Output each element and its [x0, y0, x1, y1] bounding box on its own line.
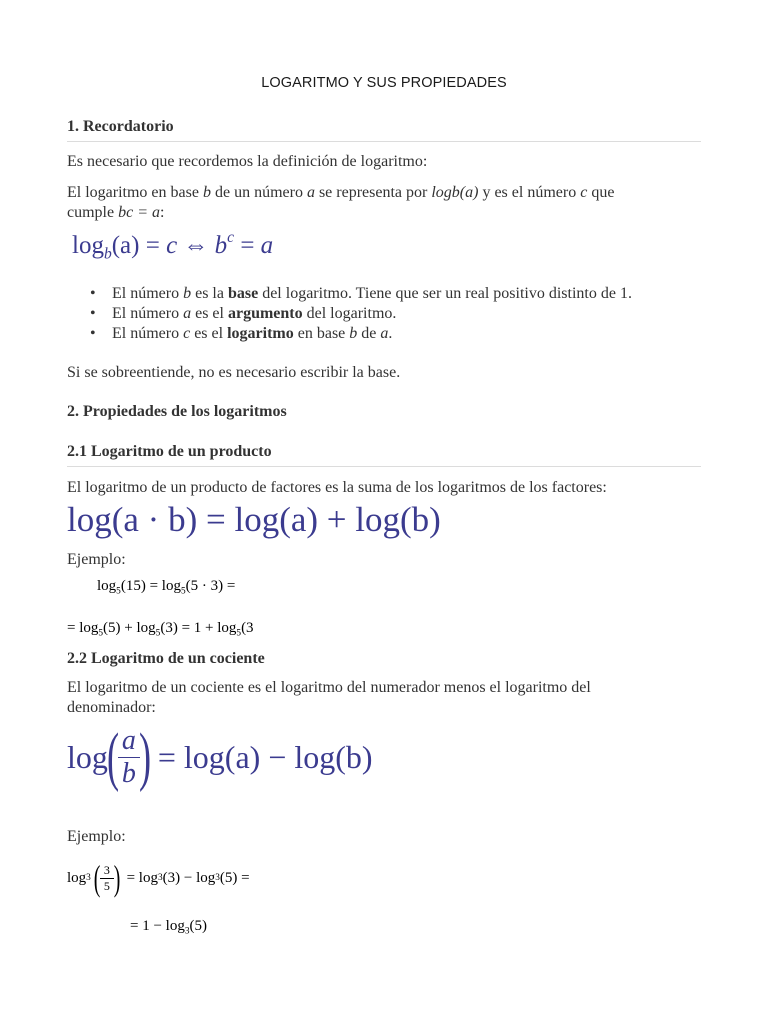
math-text: (15) = log	[120, 578, 181, 594]
list-item	[90, 304, 632, 324]
math-exponent: c	[227, 229, 235, 247]
math-text: (5)	[189, 918, 207, 934]
text-span: y es el número	[478, 184, 581, 201]
math-rest: = log(a) − log(b)	[149, 738, 373, 775]
math-log: log	[72, 232, 104, 259]
section-heading-producto: 2.1 Logaritmo de un producto	[67, 443, 272, 460]
label-ejemplo: Ejemplo:	[67, 828, 126, 845]
section-heading-propiedades: 2. Propiedades de los logaritmos	[67, 403, 287, 420]
text-span: se representa por	[314, 184, 432, 201]
math-text: (5) =	[219, 869, 250, 886]
math-base: 5	[116, 586, 121, 597]
left-paren: (	[93, 858, 101, 898]
variable-b: b	[202, 184, 211, 201]
variable: a	[380, 325, 389, 342]
math-eq: =	[234, 232, 261, 259]
text-span: de un número	[210, 184, 307, 201]
math-text: = log	[67, 620, 99, 636]
right-paren: )	[113, 858, 121, 898]
paragraph-definicion-line1	[67, 184, 614, 202]
text-span: en base	[293, 325, 350, 342]
text-span: El número	[112, 305, 184, 322]
math-text: log	[97, 578, 117, 594]
example-cociente-line1: log 3 ( $\frac{3}{5}$ ) = log 3 (3) − log 3 (5) =	[67, 858, 250, 898]
math-iff: ⇔	[177, 232, 215, 259]
variable: a	[183, 305, 192, 322]
right-paren: )	[138, 720, 151, 793]
math-base: 3	[184, 926, 190, 937]
paragraph-base-note: Si se sobreentiende, no es necesario escribir la base.	[67, 364, 401, 381]
list-item	[90, 284, 632, 304]
variable: b	[349, 325, 358, 342]
paragraph-definicion-line2	[67, 204, 164, 222]
expression-logb: logb(a)	[431, 184, 479, 201]
example-cociente-line2	[130, 918, 207, 935]
text-span: cumple	[67, 204, 119, 221]
math-base: 5	[155, 628, 161, 639]
text-span: El logaritmo en base	[67, 184, 203, 201]
page-title: LOGARITMO Y SUS PROPIEDADES	[261, 75, 507, 91]
math-c: c	[166, 232, 178, 259]
text-span: El número	[112, 285, 184, 302]
math-denominator: 5	[103, 878, 110, 893]
paragraph-definicion-intro: Es necesario que recordemos la definición de logaritmo:	[67, 153, 428, 170]
math-base: b	[103, 245, 112, 263]
text-span: es el	[190, 325, 228, 342]
math-fraction	[118, 725, 140, 790]
math-a: a	[260, 232, 274, 259]
text-span: :	[160, 204, 165, 221]
paragraph-cociente-line1: El logaritmo de un cociente es el logaritmo del numerador menos el logaritmo del	[67, 679, 591, 696]
list-item	[90, 324, 632, 344]
math-fraction	[100, 863, 114, 894]
definition-bullet-list	[90, 284, 632, 344]
example-producto-line1	[97, 578, 235, 595]
math-b: b	[214, 232, 228, 259]
math-base: 5	[180, 586, 186, 597]
math-text: log	[67, 869, 87, 886]
math-log: log	[67, 738, 108, 775]
math-text: (5 · 3) =	[185, 578, 236, 594]
math-arg: (a) =	[111, 232, 167, 259]
paragraph-producto: El logaritmo de un producto de factores es la suma de los logaritmos de los factores:	[67, 479, 607, 496]
bold-term: logaritmo	[227, 325, 294, 342]
label-ejemplo: Ejemplo:	[67, 551, 126, 568]
math-text: = log	[122, 869, 158, 886]
math-base: 5	[98, 628, 104, 639]
text-span: del logaritmo.	[302, 305, 397, 322]
expression-bc-eq-a: bc = a	[118, 204, 160, 221]
example-producto-line2	[67, 620, 254, 637]
math-text: = 1 − log	[130, 918, 185, 934]
text-span: El número	[112, 325, 184, 342]
math-denominator: b	[121, 757, 136, 789]
text-span: de	[357, 325, 381, 342]
text-span: que	[587, 184, 615, 201]
variable-a: a	[306, 184, 315, 201]
formula-definicion	[72, 229, 274, 263]
text-span: es la	[191, 285, 228, 302]
math-text: (3	[241, 620, 254, 636]
text-span: .	[388, 325, 393, 342]
bold-term: base	[227, 285, 259, 302]
math-numerator: a	[118, 725, 140, 758]
text-span: es el	[191, 305, 228, 322]
variable: b	[183, 285, 192, 302]
section-divider	[67, 141, 701, 142]
formula-producto: log(a · b) = log(a) + log(b)	[67, 500, 441, 539]
variable: c	[183, 325, 191, 342]
section-heading-cociente: 2.2 Logaritmo de un cociente	[67, 650, 265, 667]
text-span: del logaritmo. Tiene que ser un real positivo distinto de 1.	[258, 285, 632, 302]
paragraph-cociente-line2: denominador:	[67, 699, 156, 716]
left-paren: (	[106, 720, 119, 793]
section-divider	[67, 466, 701, 467]
bullet-icon: •	[90, 305, 96, 322]
bullet-icon: •	[90, 325, 96, 342]
math-numerator: 3	[100, 863, 114, 879]
math-text: (5) + log	[103, 620, 156, 636]
math-text: (3) − log	[162, 869, 216, 886]
math-text: (3) = 1 + log	[160, 620, 237, 636]
variable-c: c	[580, 184, 588, 201]
section-heading-recordatorio: 1. Recordatorio	[67, 118, 174, 135]
bullet-icon: •	[90, 285, 96, 302]
bold-term: argumento	[227, 305, 303, 322]
formula-cociente	[67, 722, 373, 792]
math-base: 5	[236, 628, 242, 639]
